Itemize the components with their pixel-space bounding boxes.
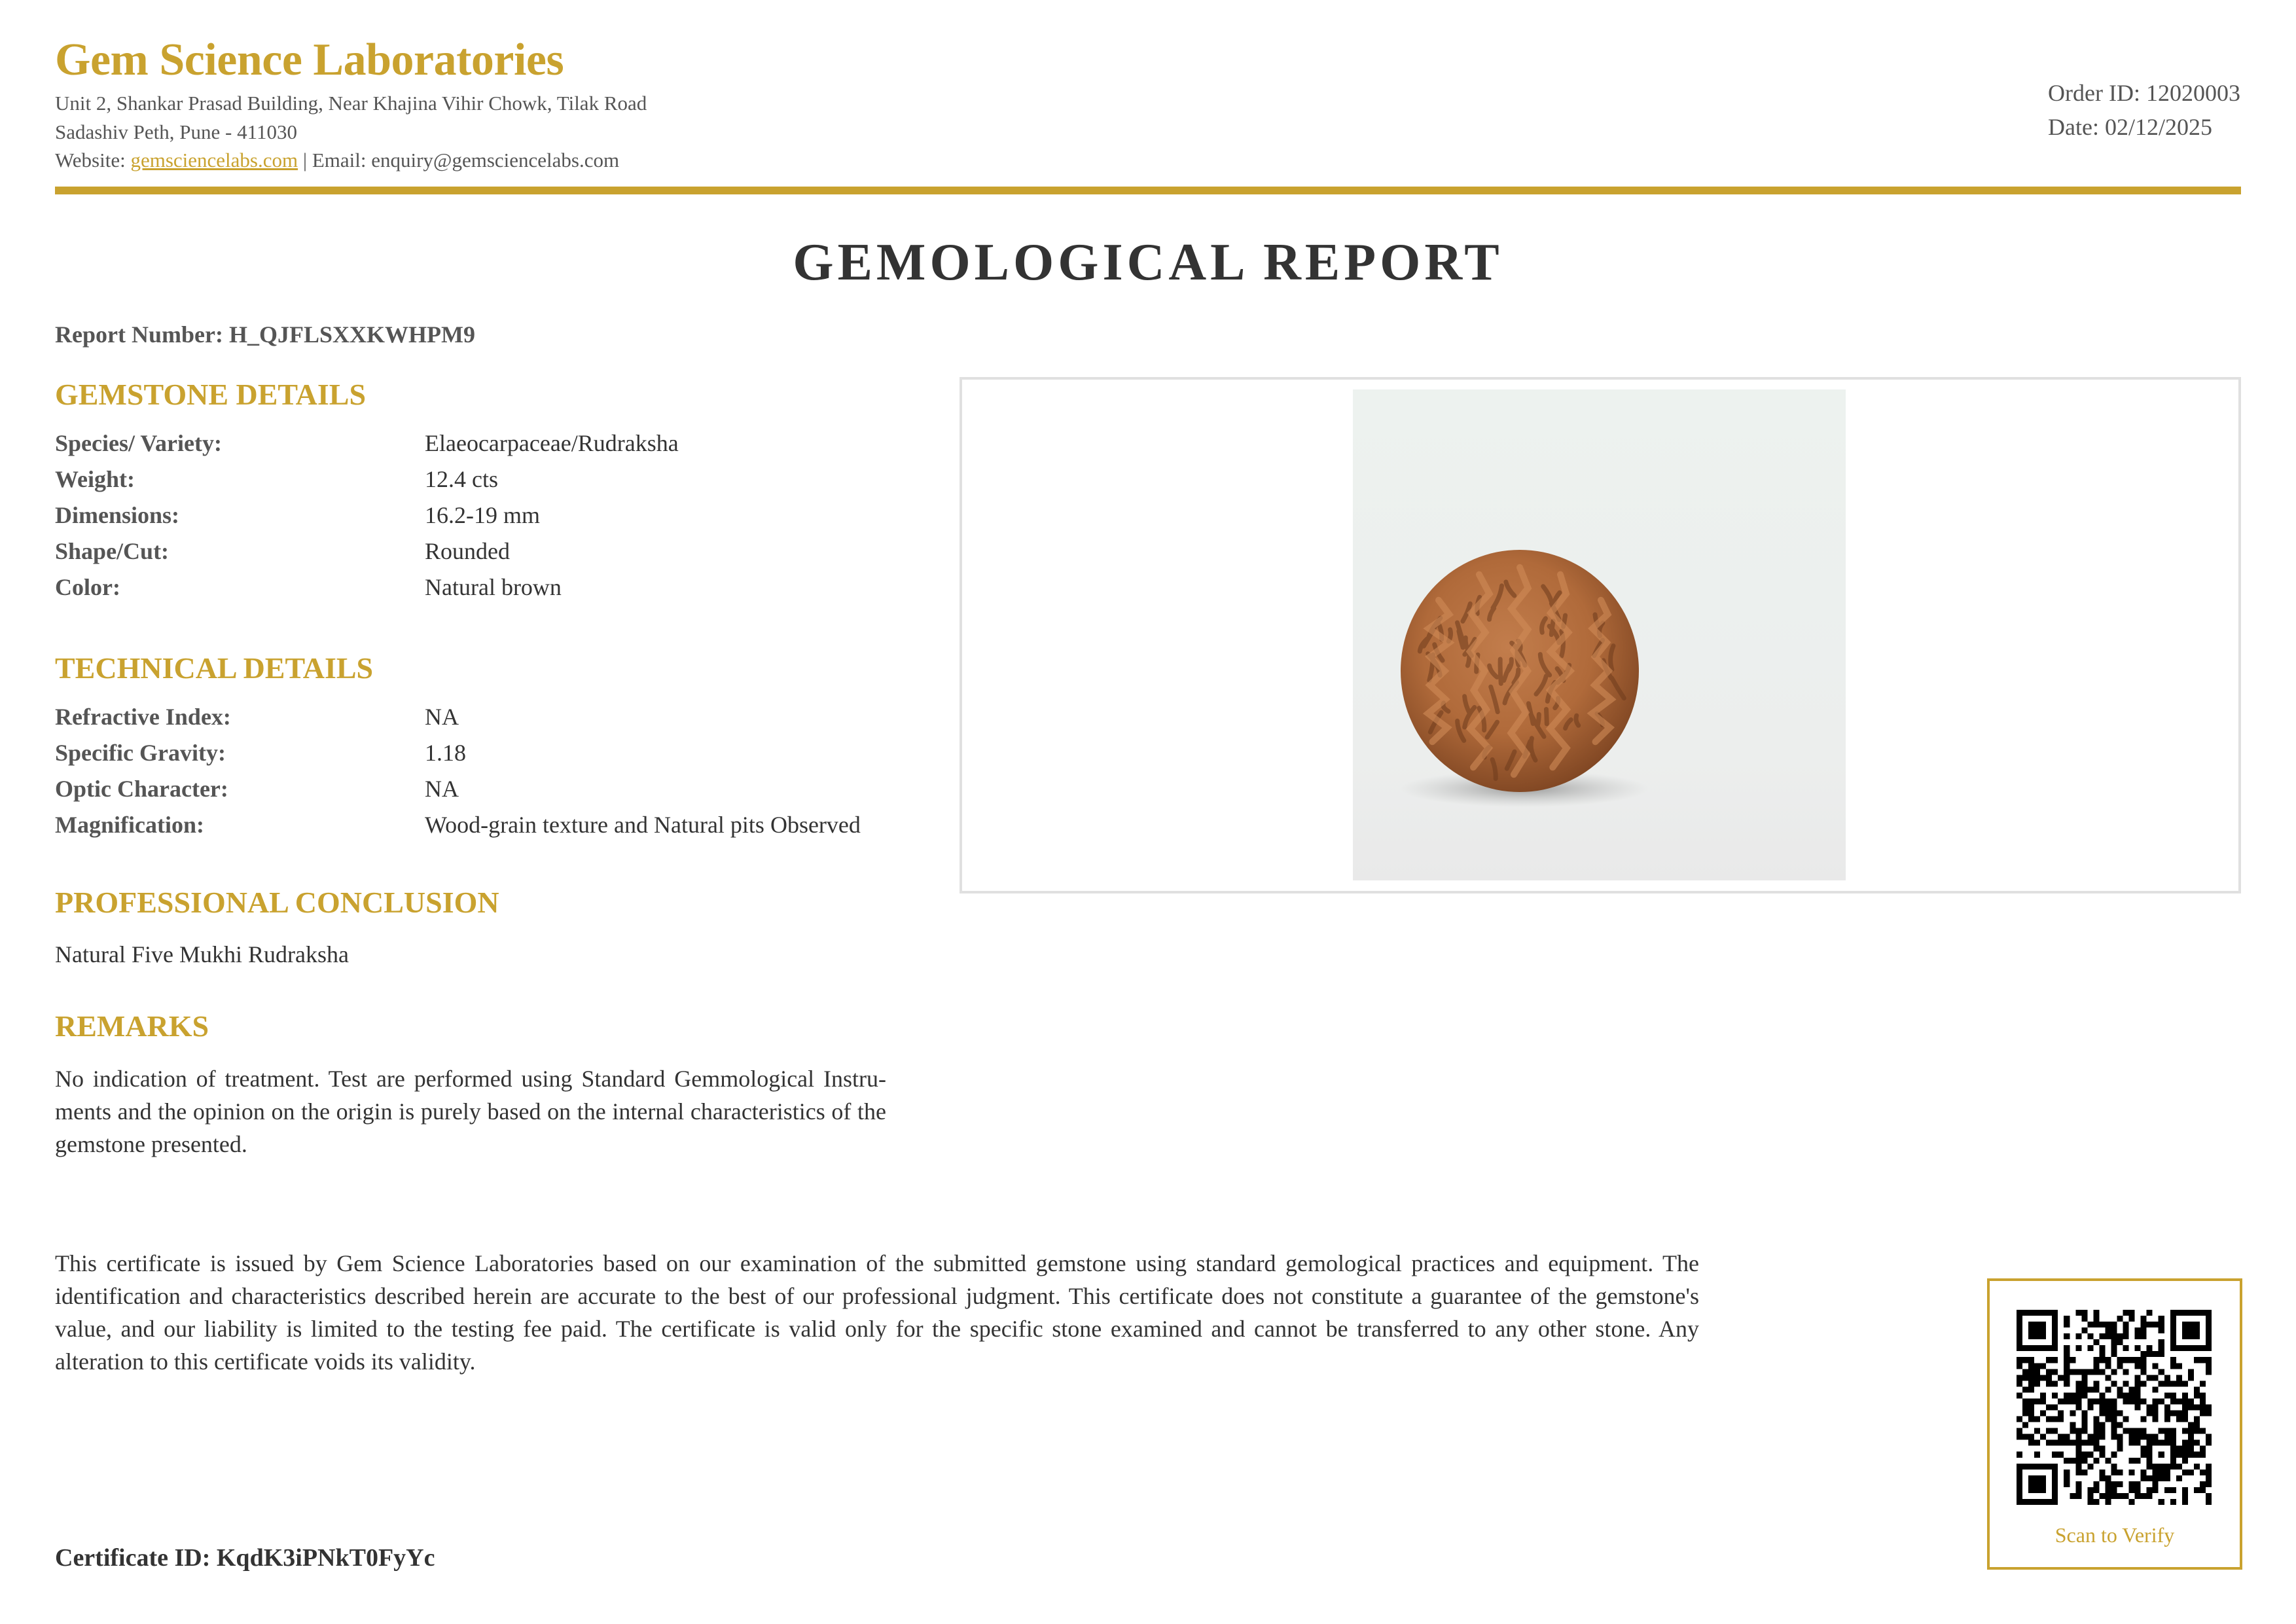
order-info (2048, 76, 2240, 144)
detail-value: NA (425, 704, 459, 730)
section-title-conclusion: PROFESSIONAL CONCLUSION (55, 886, 499, 919)
detail-value: Wood-grain texture and Natural pits Observed (425, 812, 861, 838)
report-number-label: Report Number: (55, 321, 229, 348)
date-label: Date: (2048, 114, 2106, 140)
detail-label: Color: (55, 574, 120, 600)
detail-label: Refractive Index: (55, 704, 231, 730)
report-number (55, 321, 475, 348)
detail-value: Natural brown (425, 574, 562, 600)
detail-value: 12.4 cts (425, 466, 498, 492)
date-value: 02/12/2025 (2105, 114, 2213, 140)
report-date (2048, 110, 2240, 144)
conclusion-text: Natural Five Mukhi Rudraksha (55, 941, 349, 967)
lab-name: Gem Science Laboratories (55, 35, 564, 85)
website-link[interactable]: gemsciencelabs.com (130, 149, 298, 171)
certificate-id-value: KqdK3iPNkT0FyYc (216, 1544, 435, 1572)
order-id-value: 12020003 (2146, 80, 2240, 106)
detail-row-magnification (55, 807, 906, 843)
qr-caption: Scan to Verify (2054, 1523, 2175, 1547)
detail-row-shape (55, 533, 906, 569)
detail-row-refractive-index (55, 699, 906, 735)
detail-label: Optic Character: (55, 776, 228, 802)
report-title: GEMOLOGICAL REPORT (793, 234, 1503, 291)
contact-line (55, 149, 619, 172)
remarks-text: No indication of treatment. Test are performed using Standard Gemmological Instruments and the opinion on the origin is purely based on the internal characteristics of the gemstone presented. (55, 1066, 886, 1157)
detail-row-weight (55, 461, 906, 497)
report-number-value: H_QJFLSXXKWHPM9 (228, 321, 475, 348)
qr-code-icon[interactable] (2017, 1310, 2212, 1505)
detail-label: Magnification: (55, 812, 204, 838)
certificate-id (55, 1543, 435, 1572)
detail-label: Weight: (55, 466, 135, 492)
detail-label: Species/ Variety: (55, 430, 222, 456)
address-line-2: Sadashiv Peth, Pune - 411030 (55, 120, 297, 143)
email-address: enquiry@gemsciencelabs.com (371, 149, 620, 171)
section-title-technical-details: TECHNICAL DETAILS (55, 651, 374, 685)
qr-verify-box (1987, 1278, 2242, 1570)
detail-label: Shape/Cut: (55, 538, 170, 564)
section-title-gemstone-details: GEMSTONE DETAILS (55, 378, 367, 411)
detail-row-species (55, 425, 906, 461)
disclaimer-text: This certificate is issued by Gem Science Laboratories based on our examination of the submitted gemstone using standard gemological practices and equipment. The identification and characteristics described herein are accurate to the best of our professional judgment. This certificate does not constitute a guarantee of the gemstone's value, and our liability is limited to the testing fee paid. The certificate is valid only for the specific stone examined and cannot be transferred to any other stone. Any alteration to this certificate voids its validity. (55, 1250, 1699, 1375)
detail-value: Elaeocarpaceae/Rudraksha (425, 430, 679, 456)
detail-row-color (55, 569, 906, 605)
email-label: | Email: (298, 149, 372, 171)
order-id-label: Order ID: (2048, 80, 2146, 106)
detail-value: 1.18 (425, 740, 466, 766)
detail-value: NA (425, 776, 459, 802)
section-title-remarks: REMARKS (55, 1009, 209, 1043)
address-line-1: Unit 2, Shankar Prasad Building, Near Khajina Vihir Chowk, Tilak Road (55, 92, 647, 115)
gemstone-photo (1353, 389, 1846, 880)
detail-row-dimensions (55, 497, 906, 533)
gemstone-image-panel (960, 377, 2241, 893)
header-divider (55, 187, 2241, 194)
detail-value: 16.2-19 mm (425, 502, 540, 528)
detail-label: Dimensions: (55, 502, 180, 528)
detail-row-specific-gravity (55, 735, 906, 771)
order-id (2048, 76, 2240, 110)
detail-value: Rounded (425, 538, 510, 564)
detail-row-optic-character (55, 771, 906, 807)
website-label: Website: (55, 149, 131, 171)
certificate-id-label: Certificate ID: (55, 1544, 217, 1572)
detail-label: Specific Gravity: (55, 740, 226, 766)
